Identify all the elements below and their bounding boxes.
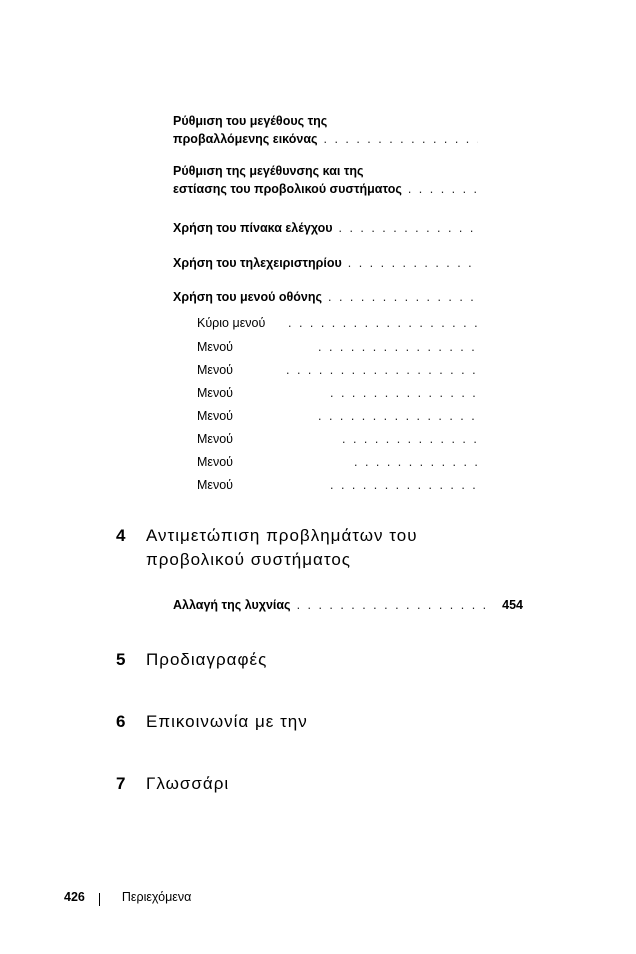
toc-entry-control-panel[interactable]: [173, 219, 478, 237]
toc-entry-osd-menu[interactable]: [173, 288, 478, 306]
dot-leader: [354, 453, 478, 471]
chapter-number: 5: [116, 650, 127, 669]
dot-leader: [286, 361, 478, 379]
toc-entry-text: Χρήση του μενού οθόνης: [173, 290, 323, 304]
footer-page-number: 426: [64, 890, 85, 904]
dot-leader: [330, 476, 478, 494]
chapter-number: 7: [116, 774, 127, 793]
toc-entry-zoom-focus[interactable]: [173, 162, 478, 198]
toc-entry-text: Χρήση του πίνακα ελέγχου: [173, 221, 333, 235]
dot-leader: [318, 407, 478, 425]
chapter-title: προβολικού συστήματος: [146, 550, 352, 569]
toc-subentry-text: Μενού: [197, 363, 234, 377]
footer-label: Περιεχόμενα: [121, 890, 192, 904]
footer-divider: [99, 893, 100, 906]
chapter-number: 6: [116, 712, 127, 731]
toc-subentry-text: Μενού: [197, 455, 234, 469]
toc-entry-remote-control[interactable]: [173, 254, 478, 272]
toc-subentry[interactable]: [197, 361, 478, 379]
chapter-number: 4: [116, 526, 127, 545]
toc-subentry[interactable]: [197, 407, 478, 425]
toc-subentry-text: Κύριο μενού: [197, 316, 266, 330]
dot-leader: [342, 430, 478, 448]
toc-subentry[interactable]: [197, 430, 478, 448]
toc-entry-lamp-change[interactable]: [173, 596, 523, 614]
toc-entry-text: Ρύθμιση του μεγέθους της: [173, 114, 328, 128]
dot-leader: [330, 384, 478, 402]
toc-entry-text: Αλλαγή της λυχνίας: [173, 598, 291, 612]
chapter-title: Επικοινωνία με την: [146, 712, 308, 731]
toc-subentry[interactable]: [197, 314, 478, 332]
toc-entry-text: Χρήση του τηλεχειριστηρίου: [173, 256, 342, 270]
toc-subentry-text: Μενού: [197, 432, 234, 446]
chapter-title: Αντιμετώπιση προβλημάτων του: [146, 526, 418, 545]
toc-subentry[interactable]: [197, 453, 478, 471]
dot-leader: [348, 254, 478, 272]
dot-leader: [297, 596, 489, 614]
page-number: 454: [502, 598, 523, 612]
toc-entry-text: Ρύθμιση της μεγέθυνσης και της: [173, 164, 364, 178]
dot-leader: [318, 338, 478, 356]
dot-leader: [328, 288, 478, 306]
dot-leader: [324, 130, 478, 148]
page-footer: [64, 890, 191, 904]
toc-subentry[interactable]: [197, 476, 478, 494]
toc-entry-text: προβαλλόμενης εικόνας: [173, 132, 318, 146]
toc-subentry-text: Μενού: [197, 386, 234, 400]
toc-subentry-text: Μενού: [197, 409, 234, 423]
toc-subentry[interactable]: [197, 338, 478, 356]
chapter-title: Γλωσσάρι: [146, 774, 230, 793]
dot-leader: [408, 180, 478, 198]
toc-entry-image-size[interactable]: [173, 112, 478, 148]
toc-subentry[interactable]: [197, 384, 478, 402]
toc-subentry-text: Μενού: [197, 478, 234, 492]
toc-entry-text: εστίασης του προβολικού συστήματος: [173, 182, 402, 196]
dot-leader: [288, 314, 478, 332]
dot-leader: [339, 219, 478, 237]
toc-subentry-text: Μενού: [197, 340, 234, 354]
chapter-title: Προδιαγραφές: [146, 650, 268, 669]
